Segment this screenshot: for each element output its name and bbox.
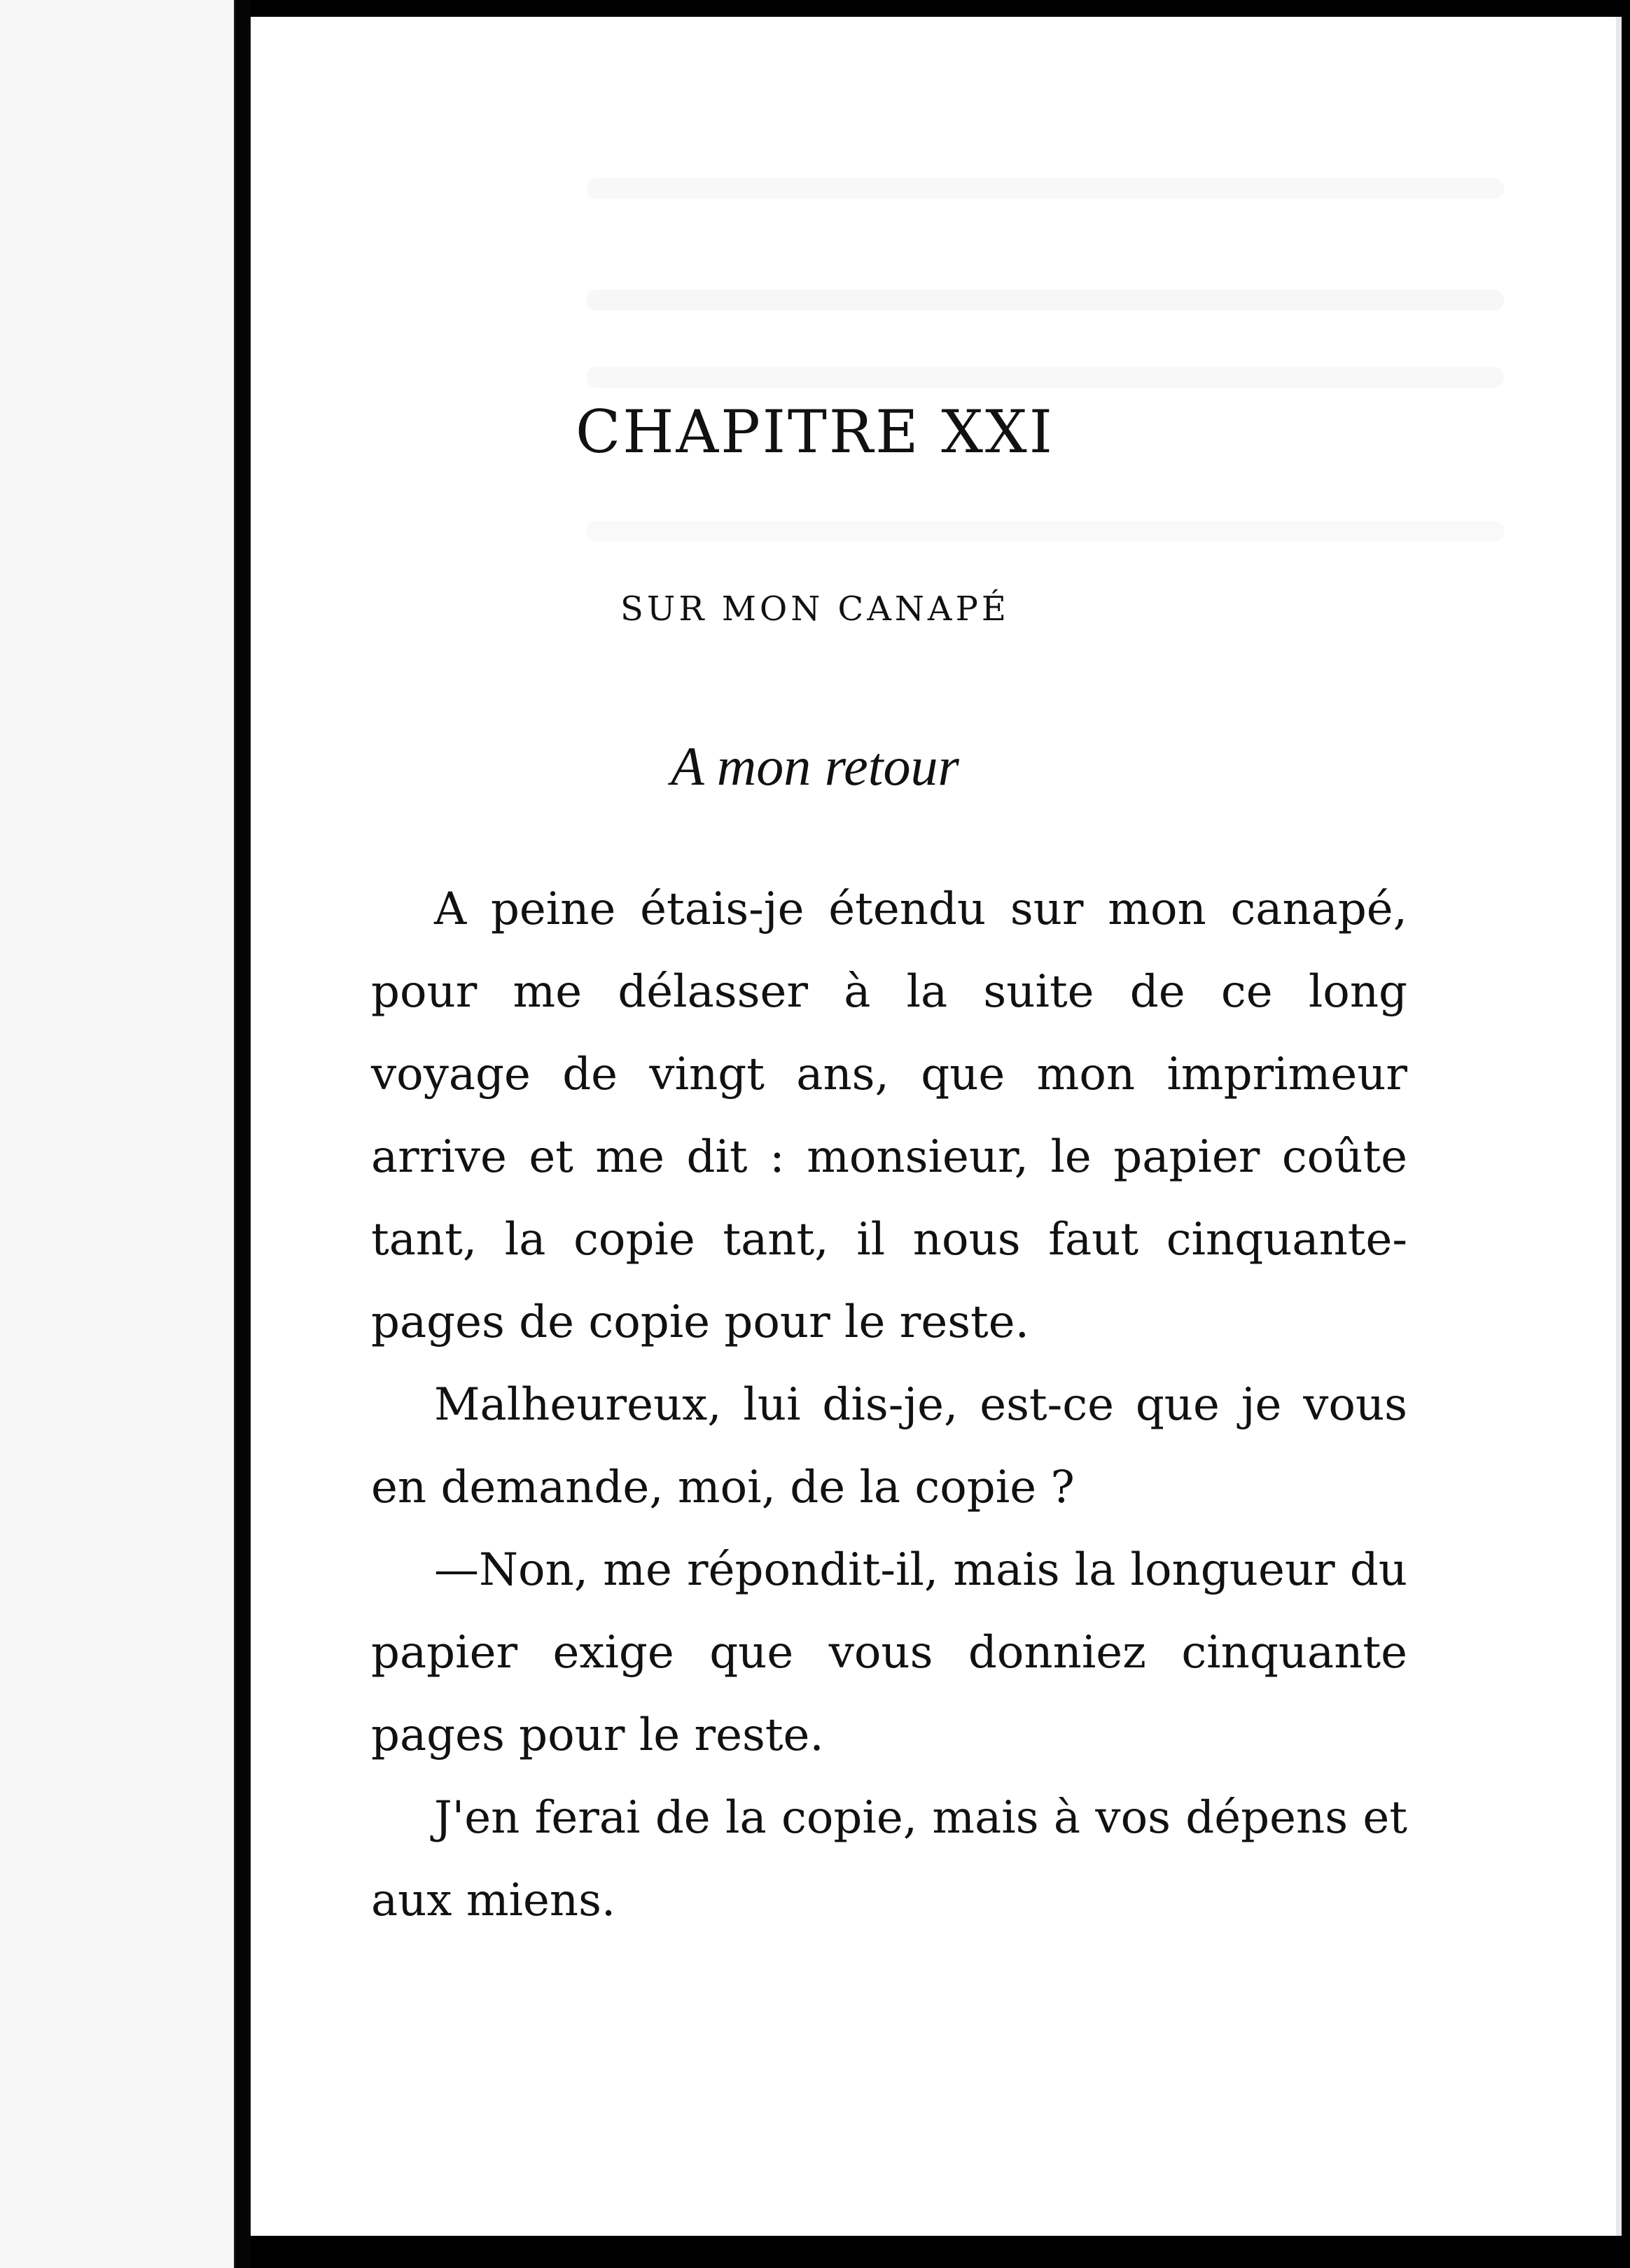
show-through-text (587, 178, 1504, 199)
chapter-title: CHAPITRE XXI (576, 398, 1054, 466)
paragraph: —Non, me répondit-il, mais la longueur du papier exige que vous donniez cinquante pages pour le reste. (371, 1544, 1407, 1761)
paragraph: A peine étais-je étendu sur mon canapé, pour me délasser à la suite de ce long voyage de vingt ans, que mon imprimeur arrive et me dit : monsieur, le papier coûte tant, la copie tant, il nous faut cinquante-pages de copie pour le reste. (371, 883, 1407, 1348)
chapter-body (371, 868, 1407, 1942)
paragraph: Malheureux, lui dis-je, est-ce que je vous en demande, moi, de la copie ? (371, 1379, 1407, 1513)
section-subtitle: A mon retour (671, 736, 959, 797)
paragraph: J'en ferai de la copie, mais à vos dépens et aux miens. (371, 1792, 1407, 1926)
show-through-text (587, 290, 1504, 311)
book-gutter (235, 0, 251, 2268)
left-page-edge (0, 0, 235, 2268)
show-through-text (587, 521, 1504, 542)
section-title: SUR MON CANAPÉ (620, 589, 1010, 629)
show-through-text (587, 367, 1504, 388)
